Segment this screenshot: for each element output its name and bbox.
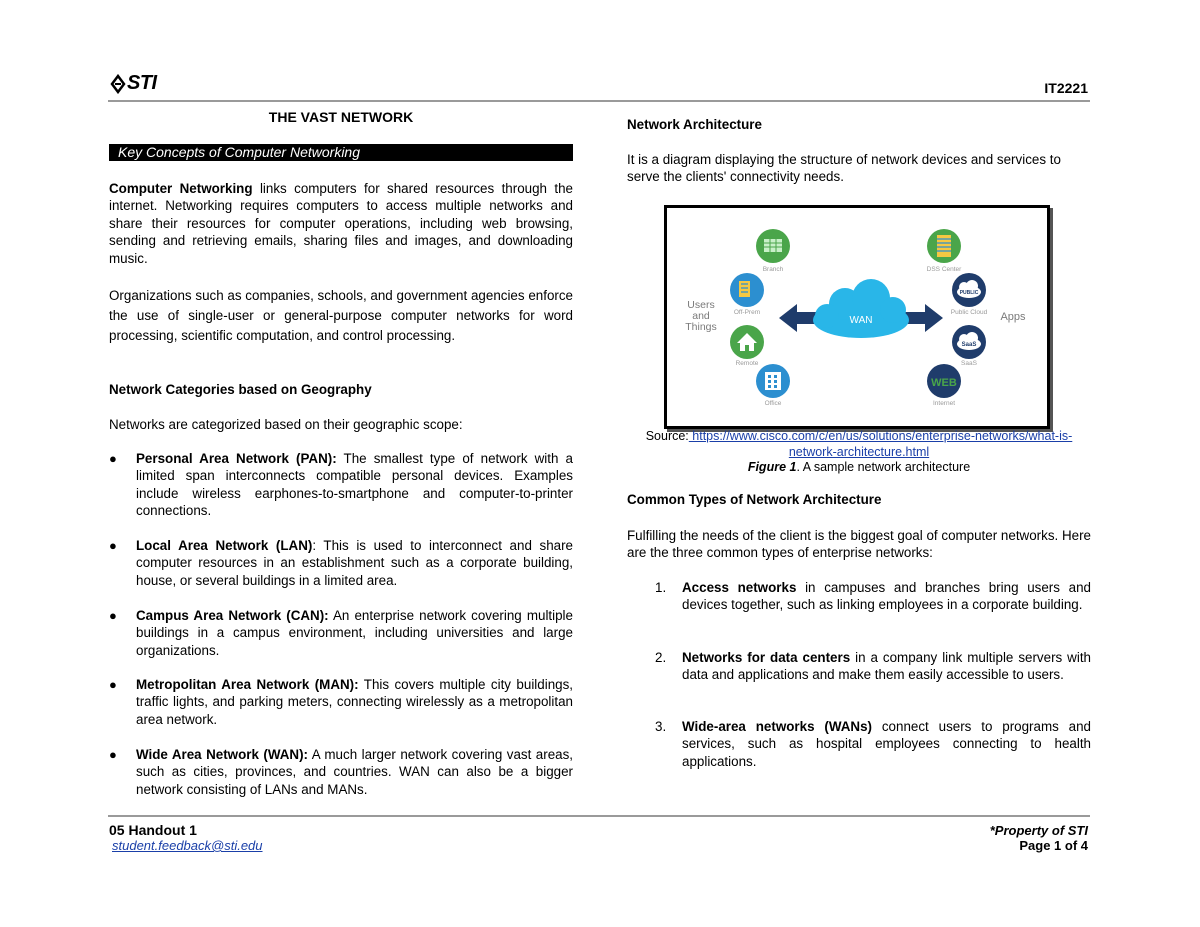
- off-prem-label: Off-Prem: [733, 309, 761, 316]
- term-computer-networking: Computer Networking: [109, 181, 253, 196]
- off-prem-node: [730, 273, 764, 307]
- public-badge: PUBLIC: [959, 290, 979, 296]
- page-number: Page 1 of 4: [1019, 838, 1088, 853]
- list-item-access-networks: 1. Access networks in campuses and branches bring users and devices together, such as linking employees in a corporate building.: [655, 580, 1091, 613]
- sti-logo: [110, 72, 157, 95]
- source-label: Source:: [645, 429, 689, 443]
- list-item-can: ● Campus Area Network (CAN): An enterprise network covering multiple buildings in a campus environment, including universities and large organizations.: [109, 608, 573, 658]
- saas-badge: SaaS: [961, 342, 977, 348]
- logo-text: STI: [127, 72, 157, 94]
- property-notice: *Property of STI: [989, 823, 1088, 838]
- web-badge: WEB: [931, 377, 957, 389]
- footer-rule: [108, 815, 1090, 817]
- source-link[interactable]: https://www.cisco.com/c/en/us/solutions/enterprise-networks/what-is-network-architecture.html: [688, 429, 1073, 459]
- saas-node: [952, 325, 986, 359]
- header-rule: [108, 100, 1090, 102]
- organizations-paragraph: Organizations such as companies, schools, and government agencies enforce the use of single-user or general-purpose computer networks for word processing, scientific computation, and control processing.: [109, 288, 573, 343]
- office-node: [756, 364, 790, 398]
- wan-label: WAN: [849, 315, 873, 326]
- sti-logo-icon: [110, 74, 126, 94]
- dss-center-label: DSS Center: [926, 266, 962, 273]
- list-item-pan: ● Personal Area Network (PAN): The smallest type of network with a limited span interconnects compatible personal devices. Examples include wireless earphones-to-smartphone and computer-to-printer connections.: [109, 451, 573, 519]
- figure-label: Figure 1: [747, 460, 797, 474]
- apps-label: Apps: [1000, 311, 1026, 323]
- course-code: IT2221: [1044, 80, 1088, 96]
- dss-center-node: [927, 229, 961, 263]
- network-diagram: [667, 208, 1047, 426]
- feedback-email-link[interactable]: student.feedback@sti.edu: [112, 838, 263, 853]
- list-item-wan: ● Wide Area Network (WAN): A much larger network covering vast areas, such as cities, provinces, and countries. WAN can also be a bigger network consisting of LANs and MANs.: [109, 747, 574, 797]
- bullet-icon: ●: [109, 608, 117, 623]
- heading-network-architecture: Network Architecture: [627, 117, 762, 132]
- bullet-icon: ●: [109, 538, 117, 553]
- categories-intro: Networks are categorized based on their geographic scope:: [109, 417, 463, 432]
- list-item-man: ● Metropolitan Area Network (MAN): This covers multiple city buildings, traffic lights, and parking meters, connecting wirelessly as a metropolitan area network.: [109, 677, 574, 727]
- remote-label: Remote: [735, 360, 759, 367]
- users-and-things-label: Users and Things: [685, 299, 717, 333]
- network-architecture-figure: [664, 205, 1050, 429]
- bullet-icon: ●: [109, 677, 117, 692]
- figure-caption: Source: https://www.cisco.com/c/en/us/solutions/enterprise-networks/what-is-network-architecture.html Figure 1. A sample network architecture: [645, 429, 1073, 474]
- heading-common-types: Common Types of Network Architecture: [627, 492, 882, 507]
- internet-node: [927, 364, 961, 398]
- list-item-lan: ● Local Area Network (LAN): This is used to interconnect and share computer resources in an establishment such as a corporate building, house, or several buildings in a limited area.: [109, 538, 574, 588]
- wan-cloud-icon: [813, 279, 909, 338]
- saas-label: SaaS: [961, 360, 977, 367]
- branch-label: Branch: [762, 266, 784, 273]
- office-label: Office: [764, 400, 782, 407]
- intro-paragraph: Computer Networking links computers for shared resources through the internet. Networking requires computers to access multiple networks and share their resources for computer operations, including web browsing, sending and retrieving emails, sharing files and images, and downloading music.: [109, 181, 573, 266]
- heading-network-categories: Network Categories based on Geography: [109, 382, 372, 397]
- architecture-paragraph: It is a diagram displaying the structure of network devices and services to serve the clients' connectivity needs.: [627, 152, 1061, 185]
- section-banner: Key Concepts of Computer Networking: [109, 144, 573, 161]
- list-item-data-centers: 2. Networks for data centers in a company link multiple servers with data and applications and make them easily accessible to users.: [655, 650, 1091, 683]
- handout-label: 05 Handout 1: [109, 822, 197, 838]
- page-title: THE VAST NETWORK: [268, 109, 414, 125]
- types-paragraph: Fulfilling the needs of the client is the biggest goal of computer networks. Here are the three common types of enterprise networks:: [627, 528, 1091, 561]
- bullet-icon: ●: [109, 747, 117, 762]
- list-item-wans: 3. Wide-area networks (WANs) connect users to programs and services, such as hospital employees connecting to health applications.: [655, 719, 1092, 769]
- internet-label: Internet: [932, 400, 956, 407]
- remote-node: [730, 325, 764, 359]
- bullet-icon: ●: [109, 451, 117, 466]
- public-cloud-node: [952, 273, 986, 307]
- branch-node: [756, 229, 790, 263]
- public-cloud-label: Public Cloud: [950, 309, 988, 316]
